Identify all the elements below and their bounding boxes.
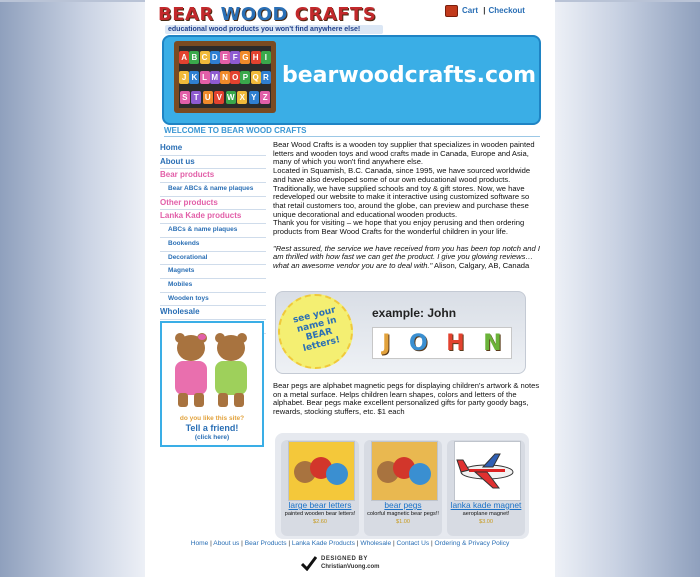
chalk-letter: C [200, 51, 210, 64]
chalk-letter: N [220, 71, 230, 84]
product-name-link[interactable]: large bear letters [288, 500, 352, 510]
cart-separator: | [483, 6, 486, 16]
friend-question: do you like this site? [179, 415, 245, 422]
product-price: $2.60 [313, 519, 327, 525]
nav-item-wholesale[interactable]: Wholesale [160, 306, 266, 320]
logo-crafts-text: CRAFTS [294, 4, 377, 25]
nav-item-lanka-kade-products[interactable]: Lanka Kade products [160, 210, 266, 224]
product-price: $1.00 [396, 519, 410, 525]
footer-separator: | [208, 540, 214, 547]
product-image[interactable] [371, 441, 438, 501]
testimonial-author: Alison, Calgary, AB, Canada [432, 261, 530, 271]
footer-separator: | [429, 540, 435, 547]
footer-link-bear-products[interactable]: Bear Products [244, 540, 287, 547]
cart-area [445, 5, 525, 17]
chalk-letter: W [226, 92, 235, 102]
footer-link-wholesale[interactable]: Wholesale [360, 540, 392, 547]
chalk-letter: D [210, 51, 220, 64]
name-example-panel[interactable] [275, 291, 526, 374]
bear-pegs-description: Bear pegs are alphabet magnetic pegs for displaying children's artwork & notes on a metal surface. Helps children learn shapes, colors and letters of the alphabet. Bear pegs make excellent personalized gifts for party goody bags, rewards, stocking stuffers, etc. $1 each [273, 381, 540, 417]
tell-friend-link[interactable]: Tell a friend! [185, 423, 239, 433]
footer-link-lanka-kade-products[interactable]: Lanka Kade Products [291, 540, 355, 547]
cart-link[interactable]: Cart [462, 6, 479, 16]
name-letter: N [483, 330, 502, 356]
nav-item-home[interactable]: Home [160, 142, 266, 156]
product-showcase [275, 433, 529, 539]
main-content [273, 141, 543, 279]
footer-link-home[interactable]: Home [190, 540, 209, 547]
chalk-letter: L [200, 71, 210, 84]
chalk-letter: J [179, 71, 189, 84]
footer-separator: | [391, 540, 397, 547]
product-description: painted wooden bear letters! [284, 511, 356, 517]
example-name-letters [372, 327, 512, 359]
chalk-letter: K [189, 71, 199, 84]
product-card[interactable] [364, 440, 442, 536]
location-paragraph: Located in Squamish, B.C. Canada, since 1995, we have sourced worldwide and have also developed some of our own educational wood products. Traditionally, we have supplied schools and toy & gift stores. Now, we have redeveloped our website to make it interactive using customized software so that retail customers too, around the globe, can preview and purchase these unique decorational and educational wooden products. [273, 166, 531, 219]
chalk-letter: Y [249, 91, 259, 104]
product-description: aeroplane magnet! [462, 511, 510, 517]
nav-item-bookends[interactable]: Bookends [160, 238, 266, 252]
footer-links [145, 540, 555, 547]
name-letter: O [409, 330, 428, 356]
banner-site-name: bearwoodcrafts.com [282, 63, 537, 88]
example-title: example: John [372, 306, 457, 320]
sidebar-nav [160, 142, 266, 334]
logo-wood-text: WOOD [220, 4, 295, 25]
nav-item-mobiles[interactable]: Mobiles [160, 279, 266, 293]
footer-link-contact-us[interactable]: Contact Us [396, 540, 430, 547]
product-card[interactable] [447, 440, 525, 536]
chalk-letter: H [251, 51, 261, 64]
intro-paragraph: Bear Wood Crafts is a wooden toy supplier that specializes in wooden painted letters and wooden toys and wood crafts made in Canada, Europe and Asia, many of which you won't find anywhere else. [273, 140, 535, 167]
product-card[interactable] [281, 440, 359, 536]
page-container [145, 0, 555, 577]
chalk-letter: Z [260, 91, 270, 104]
nav-item-about-us[interactable]: About us [160, 156, 266, 170]
designer-name: ChristianVuong.com [321, 564, 380, 570]
chalkboard-letters [179, 46, 271, 108]
logo-bear-text: BEAR [158, 4, 221, 25]
site-logo[interactable] [158, 4, 376, 25]
nav-item-abcs-name-plaques[interactable]: ABCs & name plaques [160, 224, 266, 238]
chalk-letter: P [240, 71, 250, 84]
nav-item-decorational[interactable]: Decorational [160, 252, 266, 266]
product-image[interactable] [454, 441, 521, 501]
header-banner [162, 35, 541, 125]
chalk-letter: I [261, 51, 271, 64]
name-letter: H [446, 330, 465, 356]
chalk-letter: U [203, 91, 213, 104]
checkout-link[interactable]: Checkout [488, 6, 525, 16]
boy-bear-icon [212, 333, 250, 413]
tell-a-friend-box[interactable] [160, 321, 264, 447]
bears-illustration [172, 333, 252, 413]
chalkboard-image [174, 41, 276, 113]
chalk-letter: A [179, 51, 189, 64]
chalk-letter: S [180, 91, 190, 104]
footer-link-about-us[interactable]: About us [213, 540, 240, 547]
see-your-name-seal [278, 294, 353, 369]
thanks-paragraph: Thank you for visiting – we hope that you enjoy perusing and then ordering products from Bear Wood Crafts for the wonderful children in your life. [273, 218, 525, 237]
nav-item-bear-products[interactable]: Bear products [160, 169, 266, 183]
seal-text: see your name in BEAR letters! [292, 305, 342, 354]
chalk-letter: M [211, 72, 219, 82]
product-price: $3.00 [479, 519, 493, 525]
product-image[interactable] [288, 441, 355, 501]
tagline: educational wood products you won't find anywhere else! [165, 25, 383, 34]
chalk-letter: E [220, 51, 230, 64]
welcome-heading: WELCOME TO BEAR WOOD CRAFTS [164, 126, 540, 137]
girl-bear-icon [172, 333, 210, 413]
chalk-letter: X [237, 91, 247, 104]
name-letter: J [382, 330, 391, 356]
footer-separator: | [239, 540, 245, 547]
chalk-letter: R [261, 71, 271, 84]
nav-item-wooden-toys[interactable]: Wooden toys [160, 293, 266, 307]
chalk-letter: B [189, 51, 199, 64]
chalk-letter: T [191, 91, 201, 104]
checkmark-logo-icon [301, 555, 317, 571]
chalk-letter: F [230, 51, 240, 64]
nav-item-other-products[interactable]: Other products [160, 197, 266, 211]
designed-by-label: DESIGNED BY [321, 556, 368, 562]
click-here-link[interactable]: (click here) [194, 434, 230, 441]
nav-item-magnets[interactable]: Magnets [160, 265, 266, 279]
nav-item-bear-abcs-name-plaques[interactable]: Bear ABCs & name plaques [160, 183, 266, 197]
footer-separator: | [354, 540, 361, 547]
footer-separator: | [286, 540, 292, 547]
chalk-letter: V [214, 91, 224, 104]
product-name-link[interactable]: bear pegs [384, 500, 422, 510]
footer-link-ordering-privacy-policy[interactable]: Ordering & Privacy Policy [434, 540, 510, 547]
chalk-letter: O [232, 72, 239, 82]
testimonial-quote: "Rest assured, the service we have received from you has been top notch and I am thrilled with how fast we can get the product. I give you glowing reviews…what an awesome vendor you are to deal with." [273, 243, 540, 271]
designer-credit[interactable] [301, 553, 421, 573]
product-name-link[interactable]: lanka kade magnet [450, 500, 522, 510]
chalk-letter: Q [252, 72, 259, 82]
product-description: colorful magnetic bear pegs!! [367, 511, 439, 517]
chalk-letter: G [242, 52, 249, 62]
cart-icon[interactable] [445, 5, 458, 17]
